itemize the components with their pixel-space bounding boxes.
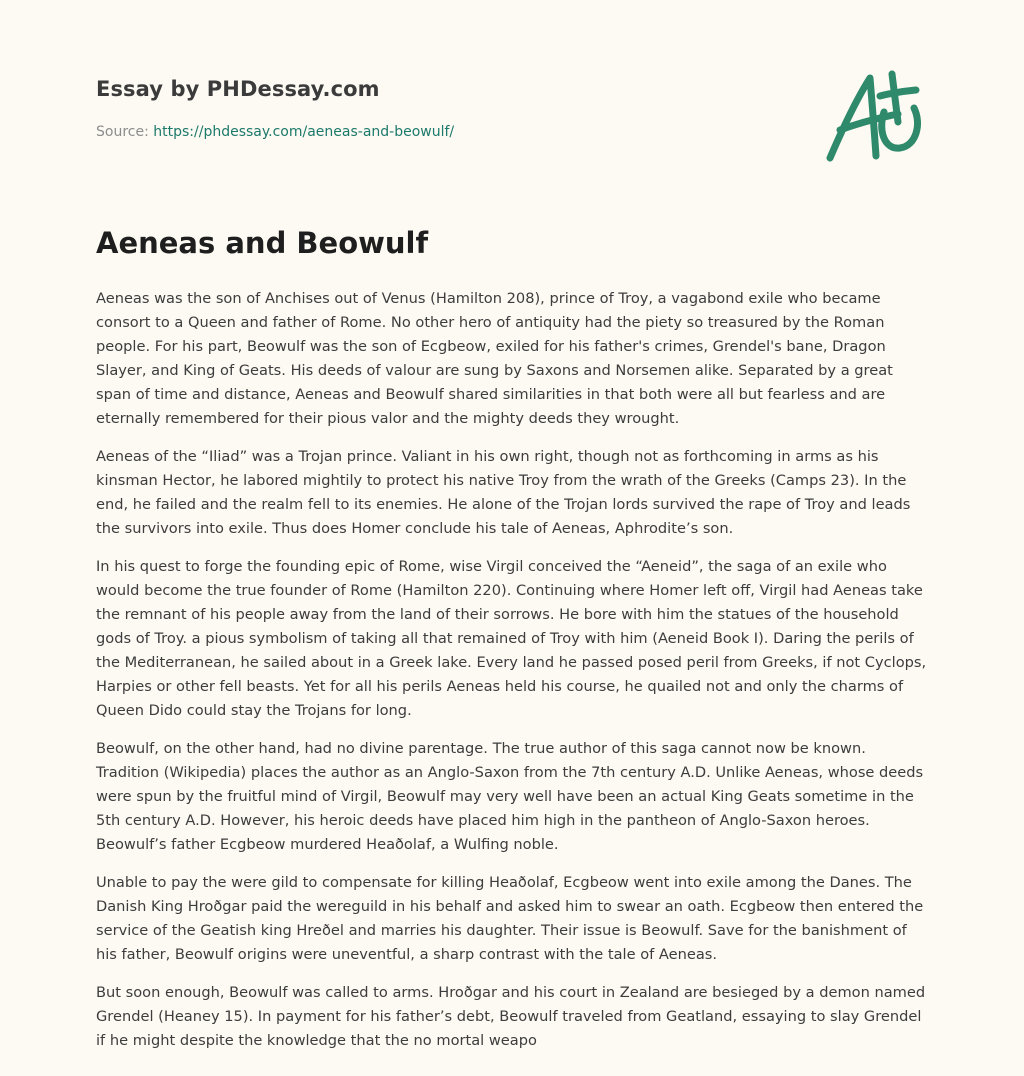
essay-paragraph: But soon enough, Beowulf was called to arms. Hroðgar and his court in Zealand are besieged by a demon named Grendel (Heaney 15). In payment for his father’s debt, Beowulf traveled from Geatland, essaying to slay Grendel if he might despite the knowledge that the no mortal weapo: [96, 984, 926, 1049]
essay-paragraph: In his quest to forge the founding epic of Rome, wise Virgil conceived the “Aeneid”, the saga of an exile who would become the true founder of Rome (Hamilton 220). Continuing where Homer left off, Virgil had Aeneas take the remnant of his people away from the land of their sorrows. He bore with him the statues of the household gods of Troy. a pious symbolism of taking all that remained of Troy with him (Aeneid Book I). Daring the perils of the Mediterranean, he sailed about in a Greek lake. Every land he passed posed peril from Greeks, if not Cyclops, Harpies or other fell beasts. Yet for all his perils Aeneas held his course, he quailed not and only the charms of Queen Dido could stay the Trojans for long.: [96, 558, 927, 719]
source-line: [96, 124, 454, 140]
essay-paragraph: Aeneas of the “Iliad” was a Trojan prince. Valiant in his own right, though not as forthcoming in arms as his kinsman Hector, he labored mightily to protect his native Troy from the wrath of the Greeks (Camps 23). In the end, he failed and the realm fell to its enemies. He alone of the Trojan lords survived the rape of Troy and leads the survivors into exile. Thus does Homer conclude his tale of Aeneas, Aphrodite’s son.: [96, 448, 911, 537]
source-link[interactable]: https://phdessay.com/aeneas-and-beowulf/: [153, 124, 455, 140]
essay-paragraph: Beowulf, on the other hand, had no divine parentage. The true author of this saga cannot now be known. Tradition (Wikipedia) places the author as an Anglo-Saxon from the 7th century A.D. Unlike Aeneas, whose deeds were spun by the fruitful mind of Virgil, Beowulf may very well have been an actual King Geats sometime in the 5th century A.D. However, his heroic deeds have placed him high in the pantheon of Anglo-Saxon heroes. Beowulf’s father Ecgbeow murdered Heaðolaf, a Wulfing noble.: [96, 740, 924, 853]
essay-body: [96, 287, 932, 1067]
essay-paragraph: Unable to pay the were gild to compensate for killing Heaðolaf, Ecgbeow went into exile among the Danes. The Danish King Hroðgar paid the wereguild in his behalf and asked him to swear an oath. Ecgbeow then entered the service of the Geatish king Hreðel and marries his daughter. Their issue is Beowulf. Save for the banishment of his father, Beowulf origins were uneventful, a sharp contrast with the tale of Aeneas.: [96, 874, 924, 963]
essay-paragraph: Aeneas was the son of Anchises out of Venus (Hamilton 208), prince of Troy, a vagabond exile who became consort to a Queen and father of Rome. No other hero of antiquity had the piety so treasured by the Roman people. For his part, Beowulf was the son of Ecgbeow, exiled for his father's crimes, Grendel's bane, Dragon Slayer, and King of Geats. His deeds of valour are sung by Saxons and Norsemen alike. Separated by a great span of time and distance, Aeneas and Beowulf shared similarities in that both were all but fearless and are eternally remembered for their pious valor and the mighty deeds they wrought.: [96, 290, 893, 427]
a-plus-grade-icon: [818, 64, 928, 168]
site-brand: Essay by PHDessay.com: [96, 77, 380, 101]
source-label: Source:: [96, 124, 154, 140]
essay-title: Aeneas and Beowulf: [96, 226, 429, 260]
